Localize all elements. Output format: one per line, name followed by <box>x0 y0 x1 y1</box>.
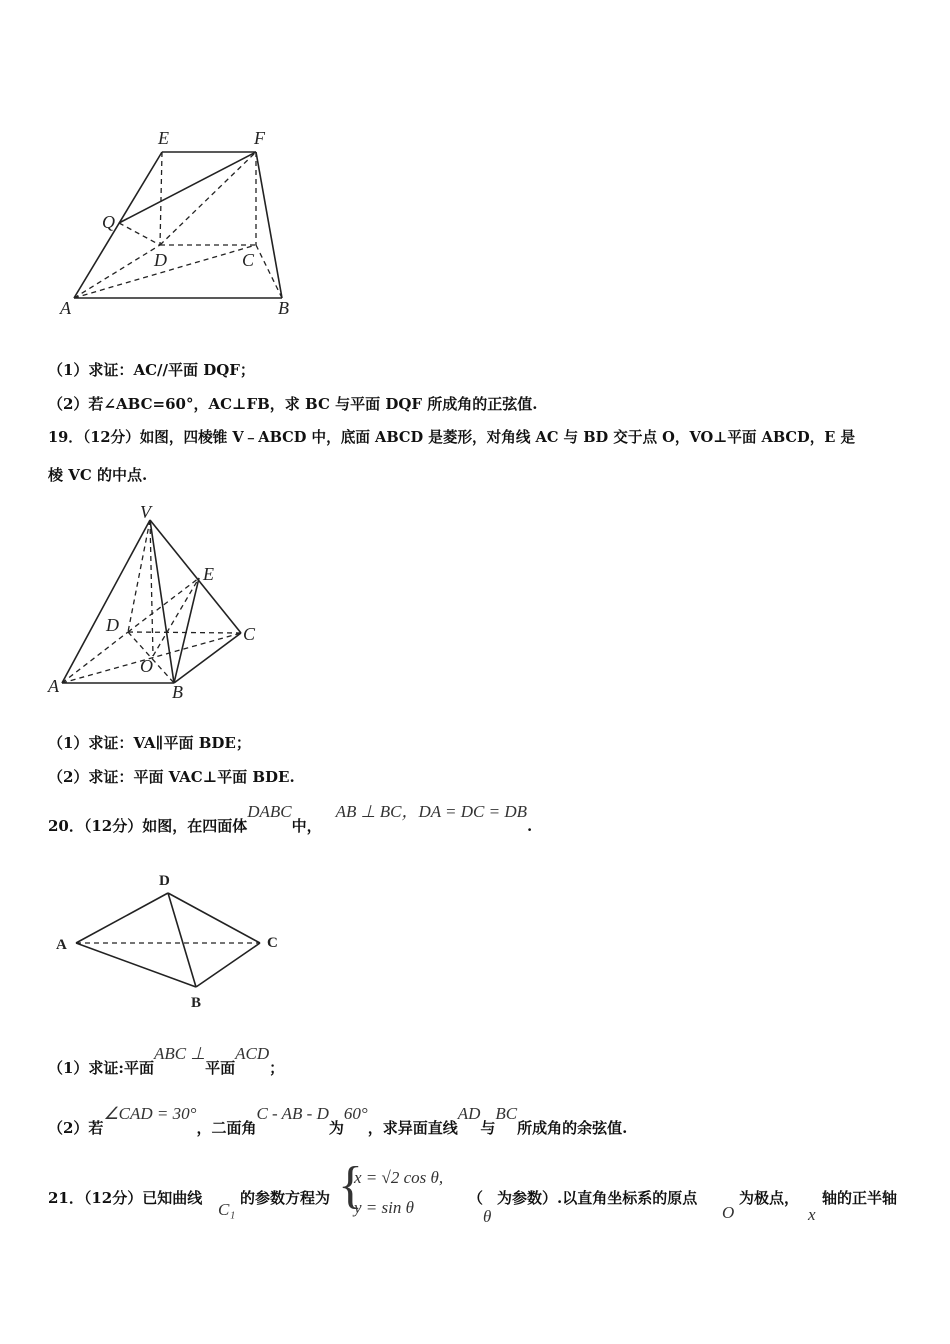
figure-q19 <box>40 500 280 705</box>
q21-pole: 为极点， <box>739 1189 800 1207</box>
q20-part2-f: 所成角的余弦值. <box>517 1119 628 1137</box>
q18-part1: （1）求证：AC//平面 DQF； <box>48 361 255 379</box>
label-v: V <box>140 502 151 522</box>
q21-curve-c1: C₁ <box>218 1200 236 1219</box>
q20-mid: 中， <box>291 817 322 835</box>
q21-paren-open: （ <box>468 1189 484 1207</box>
q21-prefix: 21．（12分）已知曲线 <box>48 1189 203 1207</box>
label-c: C <box>242 250 255 270</box>
q20-math-conditions: AB ⊥ BC，DA = DC = DB <box>335 802 528 821</box>
q21-after-theta: 为参数）.以直角坐标系的原点 <box>497 1189 698 1207</box>
q20-part1 <box>48 1044 285 1078</box>
q20-prefix: 20．（12分）如图，在四面体 <box>48 817 248 835</box>
q20-part2-math2: C - AB - D <box>256 1104 329 1123</box>
q21-brace: { <box>338 1157 363 1214</box>
label-b: B <box>191 995 202 1011</box>
label-a: A <box>48 676 59 696</box>
figure-q20 <box>50 865 290 1015</box>
q20-part1-math1: ABC ⊥ <box>153 1044 206 1063</box>
label-o: O <box>140 656 153 676</box>
q21-eq1: x = √2 cos θ, <box>354 1168 444 1187</box>
q20-part2-math4: AD <box>457 1104 481 1123</box>
q20-part2-c: 为 <box>328 1119 344 1137</box>
q21-mid: 的参数方程为 <box>240 1189 331 1207</box>
q20-part1-math2: ACD <box>235 1044 270 1063</box>
q20-part1-end: ； <box>269 1059 285 1077</box>
label-c: C <box>267 935 278 951</box>
label-f: F <box>254 128 265 148</box>
q21-eq2: y = sin θ <box>354 1198 414 1217</box>
q20-part2-b: ，二面角 <box>196 1119 257 1137</box>
q20-math-dabc: DABC <box>247 802 292 821</box>
label-d: D <box>154 250 167 270</box>
q20-part2-a: （2）若 <box>48 1119 104 1137</box>
label-e: E <box>203 564 214 584</box>
q21-tail: 轴的正半轴 <box>822 1189 898 1207</box>
label-q: Q <box>102 212 115 232</box>
q20-part2-math5: BC <box>495 1104 518 1123</box>
q21-x: x <box>808 1205 816 1224</box>
label-a: A <box>60 298 71 318</box>
q20-part2-math1: ∠CAD = 30° <box>103 1104 197 1123</box>
q20-part2-d: ，求异面直线 <box>367 1119 458 1137</box>
q20-part1-a: （1）求证:平面 <box>48 1059 154 1077</box>
q20-part1-b: 平面 <box>205 1059 236 1077</box>
q19-stem-line2: 棱 VC 的中点. <box>48 466 148 484</box>
q21-theta: θ <box>483 1207 492 1226</box>
label-b: B <box>278 298 289 318</box>
q19-stem-line1: 19．（12分）如图，四棱锥 V﹣ABCD 中，底面 ABCD 是菱形，对角线 AC 与 BD 交于点 O，VO⊥平面 ABCD，E 是 <box>48 429 856 446</box>
q19-part2: （2）求证：平面 VAC⊥平面 BDE. <box>48 768 295 786</box>
label-c: C <box>243 624 256 644</box>
label-a: A <box>56 937 67 953</box>
q19-part1: （1）求证：VA∥平面 BDE； <box>48 734 251 752</box>
q21-origin-o: O <box>722 1203 735 1222</box>
q20-end: . <box>527 817 533 835</box>
q20-stem <box>48 802 533 836</box>
label-b: B <box>172 682 183 702</box>
q20-part2-math3: 60° <box>343 1104 368 1123</box>
label-d: D <box>159 873 170 889</box>
figure-q18 <box>50 120 320 325</box>
q18-part2: （2）若∠ABC=60°，AC⊥FB，求 BC 与平面 DQF 所成角的正弦值. <box>48 395 538 413</box>
q20-part2 <box>48 1104 628 1138</box>
label-d: D <box>106 615 119 635</box>
label-e: E <box>158 128 169 148</box>
q20-part2-e: 与 <box>480 1119 496 1137</box>
